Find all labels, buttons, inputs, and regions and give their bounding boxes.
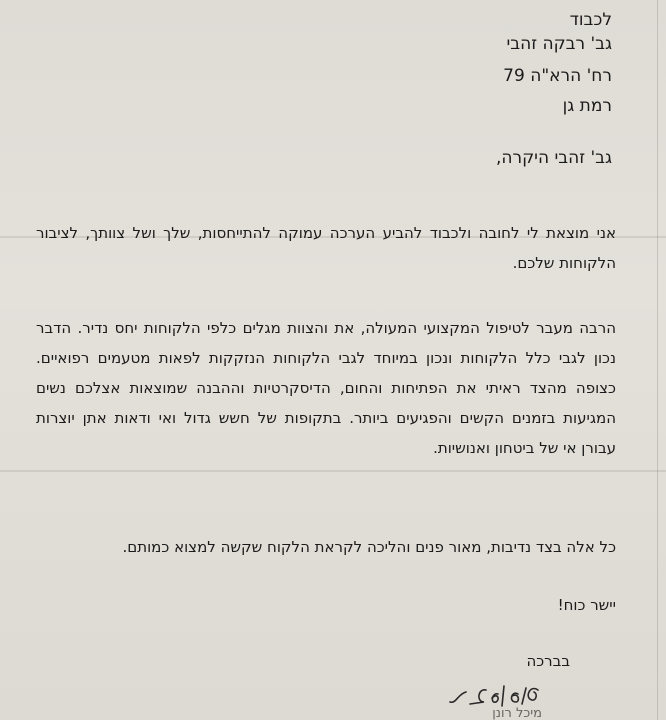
paper-edge-crease: [657, 0, 658, 720]
letter-paragraph-1: אני מוצאת לי לחובה ולכבוד להביע הערכה עמוקה להתייחסות, שלך ושל צוותך, לציבור הלקוחות שלכם.: [36, 224, 616, 272]
letter-signoff: בברכה: [526, 652, 570, 670]
letter-closing-line: יישר כוח!: [557, 596, 616, 614]
paper-fold-line: [0, 470, 666, 472]
address-recipient-name: גב' רבקה זהבי: [506, 34, 612, 54]
letter-paragraph-3: כל אלה בצד נדיבות, מאור פנים והליכה לקראת הלקוח שקשה למצוא כמותם.: [122, 538, 616, 556]
signer-name: מיכל רונן: [492, 706, 542, 720]
address-city: רמת גן: [562, 96, 612, 116]
letter-paragraph-2: הרבה מעבר לטיפול המקצועי המעולה, את והצוות מגלים כלפי הלקוחות יחס נדיר. הדבר נכון לגבי כלל הלקוחות ונכון במיוחד לגבי הלקוחות הנזקקות לפאות מטעמים רפואיים. כצופה מהצד ראיתי את הפתיחות והחום, הדיסקרטיות וההבנה שמוצאות אצלכם נשים המגיעות בזמנים הקשים והפגיעים ביותר. בתקופות של חשש גדול ואי ודאות אתן יוצרות עבורן אי של ביטחון ואנושיות.: [36, 319, 616, 457]
address-recipient-title: לכבוד: [569, 10, 612, 30]
address-street: רח' הרא"ה 79: [503, 66, 612, 86]
letter-salutation: גב' זהבי היקרה,: [495, 148, 612, 168]
